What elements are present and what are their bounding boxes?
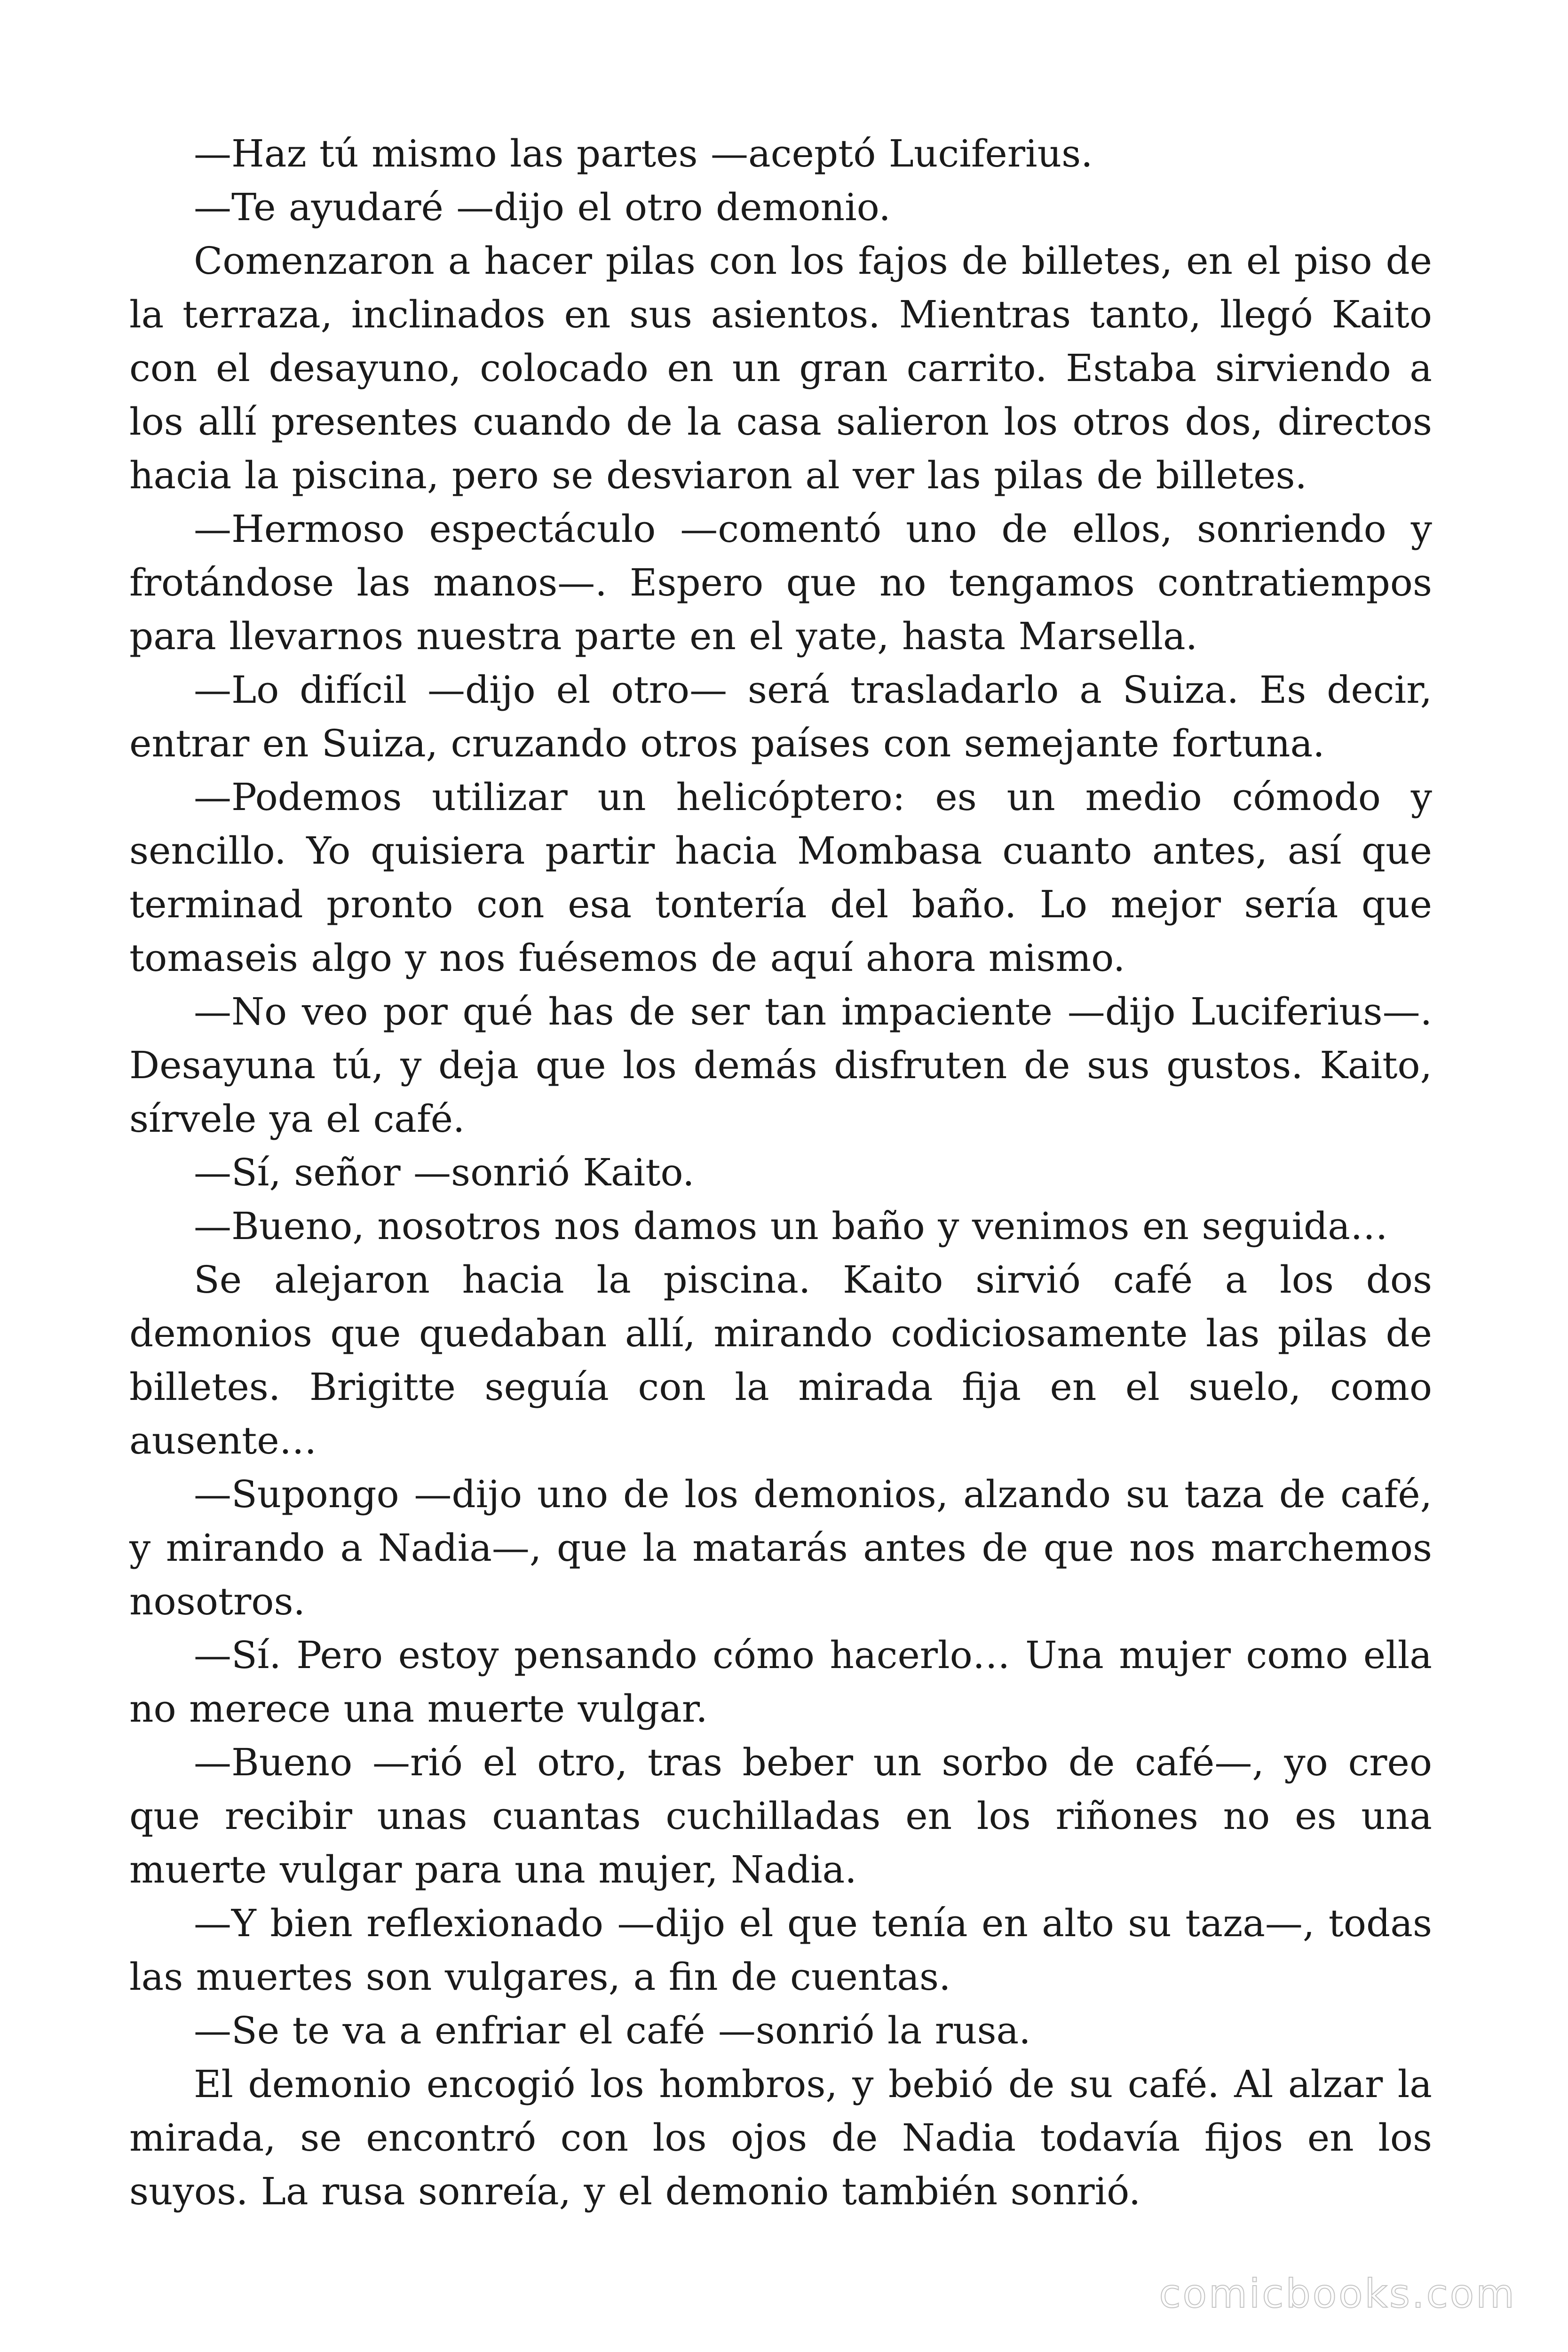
paragraph: —Podemos utilizar un helicóptero: es un medio cómodo y sencillo. Yo quisiera partir hacia Mombasa cuanto antes, así que terminad pronto con esa tontería del baño. Lo mejor sería que tomaseis algo y nos fuésemos de aquí ahora mismo. xyxy=(129,775,1432,980)
paragraph: —Sí, señor —sonrió Kaito. xyxy=(194,1151,695,1194)
watermark: comicbooks.com xyxy=(1159,2271,1516,2317)
paragraph: —Bueno —rió el otro, tras beber un sorbo de café—, yo creo que recibir unas cuantas cuchilladas en los riñones no es una muerte vulgar para una mujer, Nadia. xyxy=(129,1740,1432,1891)
paragraph: —No veo por qué has de ser tan impaciente —dijo Luciferius—. Desayuna tú, y deja que los demás disfruten de sus gustos. Kaito, sírvele ya el café. xyxy=(129,990,1432,1141)
paragraph: El demonio encogió los hombros, y bebió de su café. Al alzar la mirada, se encontró con los ojos de Nadia todavía fijos en los suyos. La rusa sonreía, y el demonio también sonrió. xyxy=(129,2062,1432,2213)
paragraph: —Lo difícil —dijo el otro— será trasladarlo a Suiza. Es decir, entrar en Suiza, cruzando otros países con semejante fortuna. xyxy=(129,668,1432,765)
page-body xyxy=(129,127,1432,2218)
paragraph: —Se te va a enfriar el café —sonrió la rusa. xyxy=(194,2009,1031,2052)
paragraph: —Haz tú mismo las partes —aceptó Luciferius. xyxy=(194,132,1093,175)
paragraph: —Bueno, nosotros nos damos un baño y venimos en seguida… xyxy=(194,1204,1388,1248)
paragraph: Comenzaron a hacer pilas con los fajos de billetes, en el piso de la terraza, inclinados en sus asientos. Mientras tanto, llegó Kaito con el desayuno, colocado en un gran carrito. Estaba sirviendo a los allí presentes cuando de la casa salieron los otros dos, directos hacia la piscina, pero se desviaron al ver las pilas de billetes. xyxy=(129,239,1432,497)
paragraph: —Sí. Pero estoy pensando cómo hacerlo… Una mujer como ella no merece una muerte vulgar. xyxy=(129,1633,1432,1731)
paragraph: Se alejaron hacia la piscina. Kaito sirvió café a los dos demonios que quedaban allí, mirando codiciosamente las pilas de billetes. Brigitte seguía con la mirada fija en el suelo, como ausente… xyxy=(129,1258,1432,1462)
paragraph: —Hermoso espectáculo —comentó uno de ellos, sonriendo y frotándose las manos—. Espero que no tengamos contratiempos para llevarnos nuestra parte en el yate, hasta Marsella. xyxy=(129,507,1432,658)
paragraph: —Y bien reflexionado —dijo el que tenía en alto su taza—, todas las muertes son vulgares, a fin de cuentas. xyxy=(129,1901,1432,1999)
paragraph: —Supongo —dijo uno de los demonios, alzando su taza de café, y mirando a Nadia—, que la matarás antes de que nos marchemos nosotros. xyxy=(129,1472,1432,1623)
paragraph: —Te ayudaré —dijo el otro demonio. xyxy=(194,185,891,229)
